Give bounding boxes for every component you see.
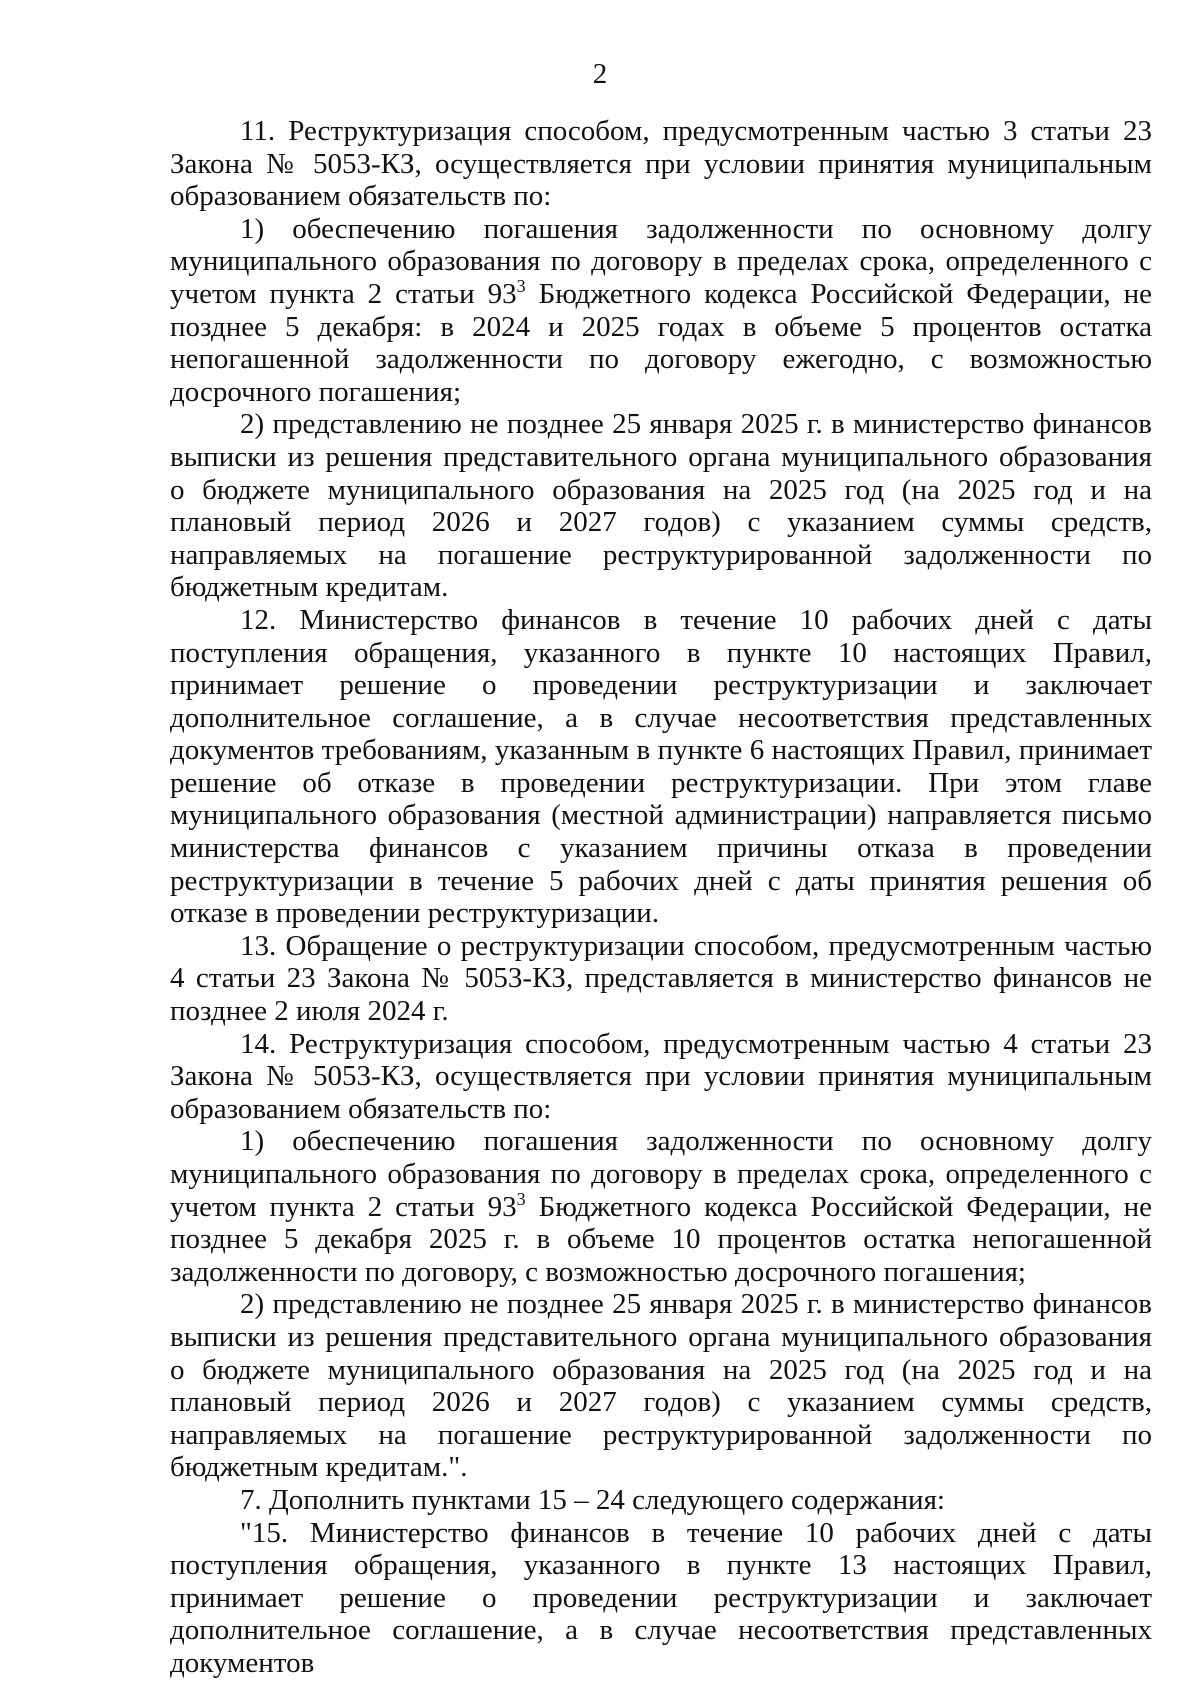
paragraph-15: "15. Министерство финансов в течение 10 рабочих дней с даты поступления обращения, указанного в пункте 13 настоящих Правил, принимает решение о проведении реструктуризации и заключает дополнительное соглашение, а в случае несоответствия представленных документов bbox=[170, 1516, 1152, 1679]
text-fragment: Бюджетного кодекса Российской Федерации, не позднее 5 декабря 2025 г. в объеме 10 процентов остатка непогашенной задолженности по договору, с возможностью досрочного погашения; bbox=[170, 1190, 1152, 1288]
paragraph-14: 14. Реструктуризация способом, предусмотренным частью 4 статьи 23 Закона № 5053-КЗ, осуществляется при условии принятия муниципальным образованием обязательств по: bbox=[170, 1027, 1152, 1125]
text-fragment: 1) обеспечению погашения задолженности по основному долгу муниципального образования по договору в пределах срока, определенного с учетом пункта 2 статьи 93 bbox=[170, 1125, 1152, 1223]
superscript: 3 bbox=[516, 275, 526, 296]
text-fragment: 1) обеспечению погашения задолженности по основному долгу муниципального образования по договору в пределах срока, определенного с учетом пункта 2 статьи 93 bbox=[170, 212, 1152, 310]
amendment-7: 7. Дополнить пунктами 15 – 24 следующего содержания: bbox=[240, 1483, 945, 1516]
paragraph-11-item-1 bbox=[170, 213, 1152, 409]
document-body bbox=[170, 115, 1152, 1680]
paragraph-11: 11. Реструктуризация способом, предусмотренным частью 3 статьи 23 Закона № 5053-КЗ, осуществляется при условии принятия муниципальным образованием обязательств по: bbox=[170, 115, 1152, 213]
superscript: 3 bbox=[516, 1188, 526, 1209]
text-fragment: Бюджетного кодекса Российской Федерации, не позднее 5 декабря: в 2024 и 2025 годах в объеме 5 процентов остатка непогашенной задолженности по договору ежегодно, с возможностью досрочного погашения; bbox=[170, 277, 1152, 408]
paragraph-14-item-1 bbox=[170, 1125, 1152, 1288]
paragraph-13: 13. Обращение о реструктуризации способом, предусмотренным частью 4 статьи 23 Закона № 5053-КЗ, представляется в министерство финансов не позднее 2 июля 2024 г. bbox=[170, 929, 1152, 1028]
paragraph-14-item-2: 2) представлению не позднее 25 января 2025 г. в министерство финансов выписки из решения представительного органа муниципального образования о бюджете муниципального образования на 2025 год (на 2025 год и на плановый период 2026 и 2027 годов) с указанием суммы средств, направляемых на погашение реструктурированной задолженности по бюджетным кредитам.". bbox=[170, 1288, 1152, 1484]
paragraph-11-item-2: 2) представлению не позднее 25 января 2025 г. в министерство финансов выписки из решения представительного органа муниципального образования о бюджете муниципального образования на 2025 год (на 2025 год и на плановый период 2026 и 2027 годов) с указанием суммы средств, направляемых на погашение реструктурированной задолженности по бюджетным кредитам. bbox=[170, 408, 1152, 604]
page-number: 2 bbox=[592, 58, 608, 90]
paragraph-12: 12. Министерство финансов в течение 10 рабочих дней с даты поступления обращения, указанного в пункте 10 настоящих Правил, принимает решение о проведении реструктуризации и заключает дополнительное соглашение, а в случае несоответствия представленных документов требованиям, указанным в пункте 6 настоящих Правил, принимает решение об отказе в проведении реструктуризации. При этом главе муниципального образования (местной администрации) направляется письмо министерства финансов с указанием причины отказа в проведении реструктуризации в течение 5 рабочих дней с даты принятия решения об отказе в проведении реструктуризации. bbox=[170, 603, 1152, 930]
